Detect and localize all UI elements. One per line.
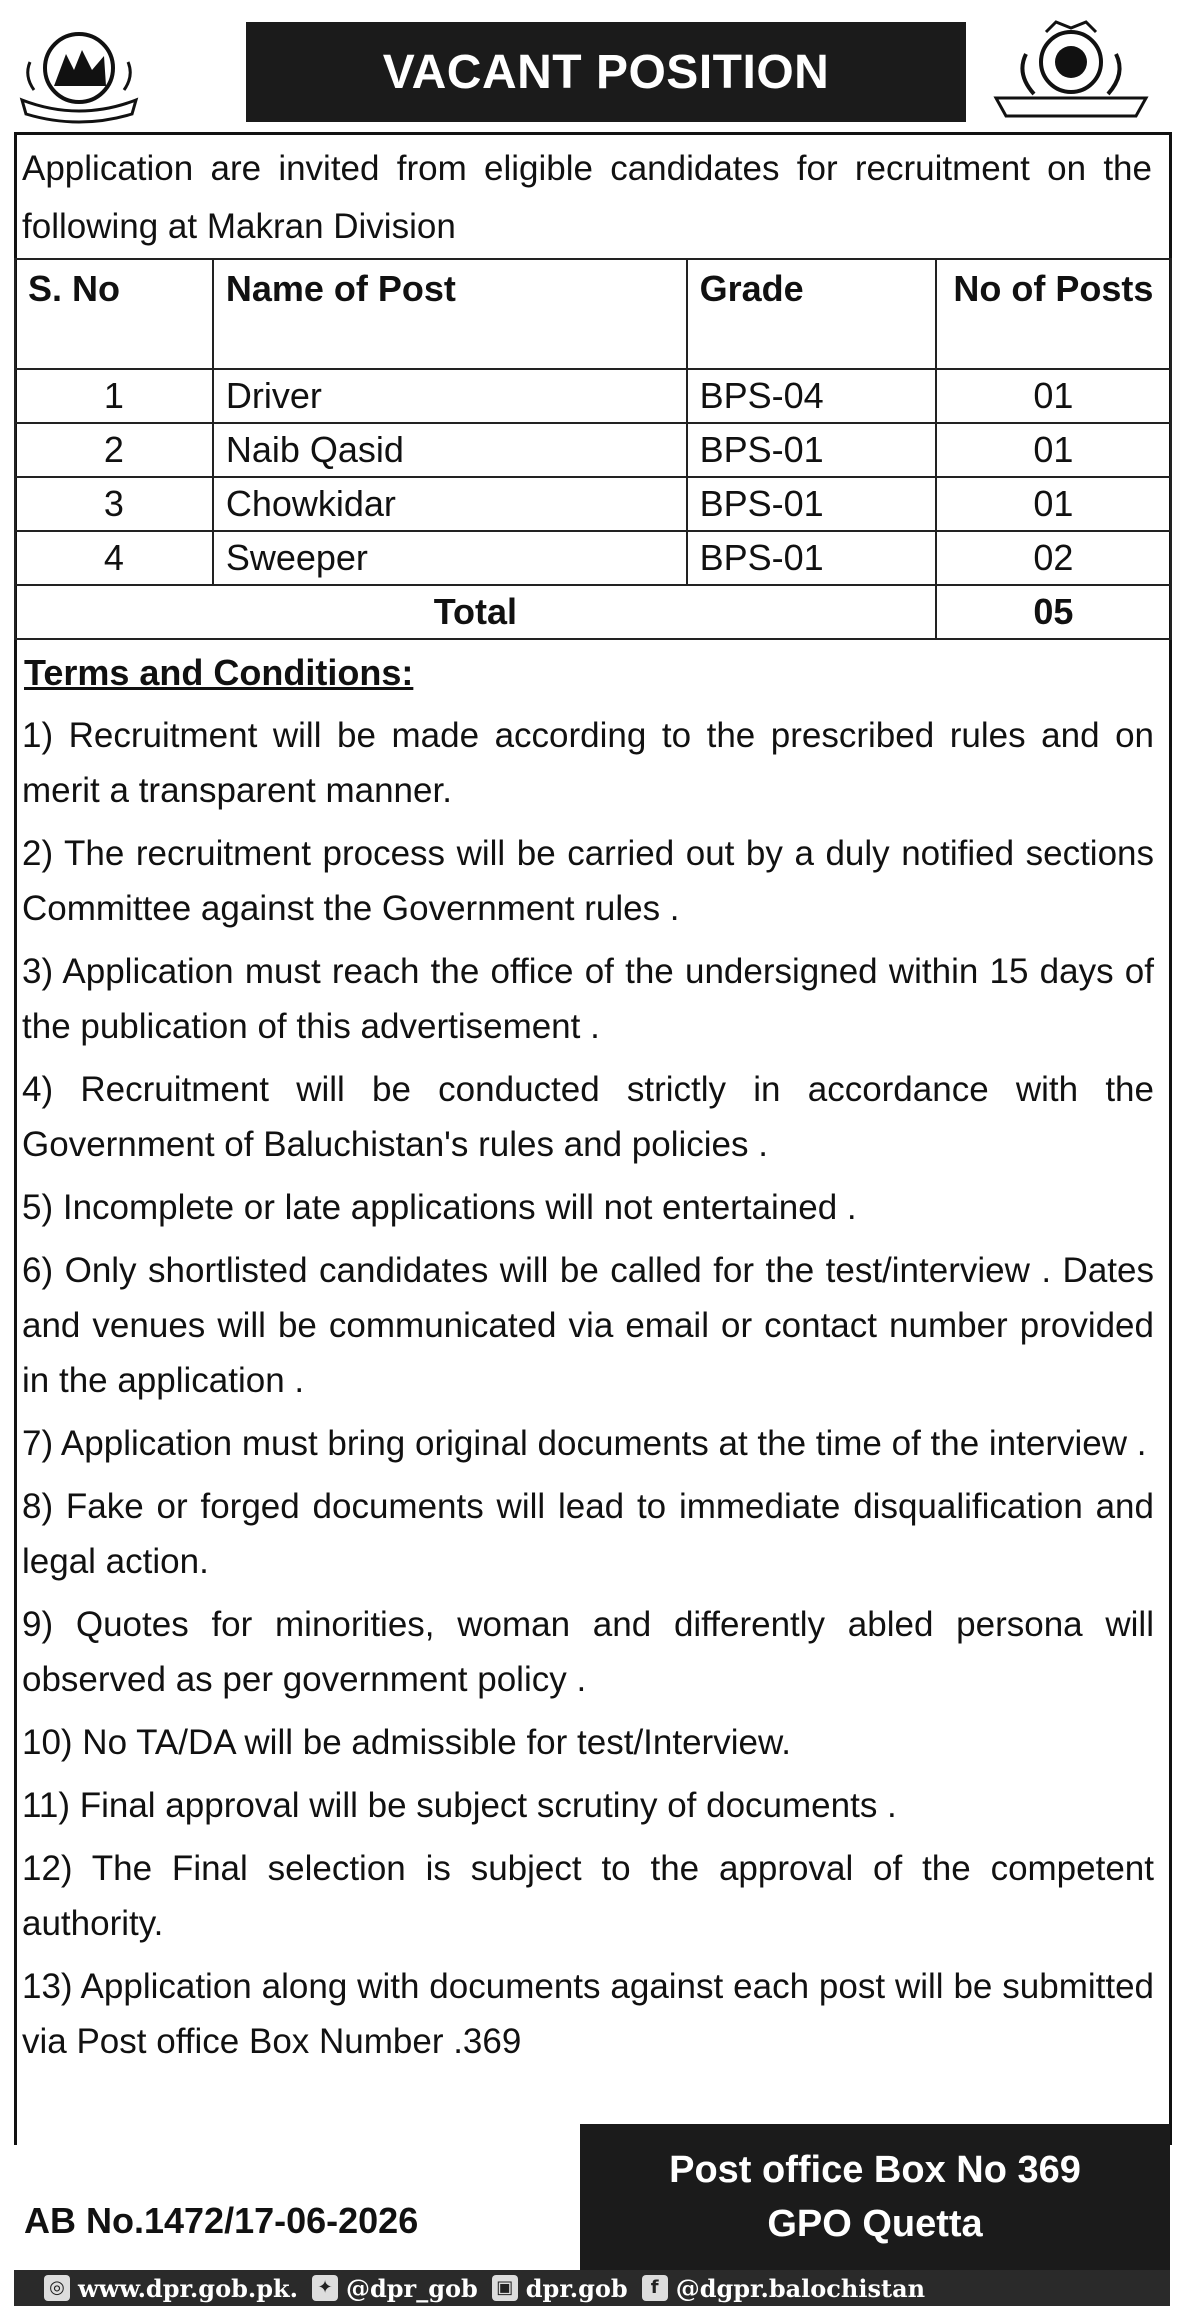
table-row	[15, 369, 1171, 423]
cell-sno: 4	[15, 531, 213, 585]
header-grade: Grade	[687, 259, 936, 369]
cell-name: Driver	[213, 369, 687, 423]
social-footer	[14, 2270, 1170, 2306]
cell-posts: 01	[936, 477, 1171, 531]
globe-icon: ◎	[44, 2275, 70, 2301]
cell-sno: 1	[15, 369, 213, 423]
po-box-panel	[580, 2124, 1170, 2270]
cell-grade: BPS-01	[687, 423, 936, 477]
table-row	[15, 531, 1171, 585]
cell-sno: 3	[15, 477, 213, 531]
cell-grade: BPS-01	[687, 531, 936, 585]
facebook-icon: f	[642, 2275, 668, 2301]
cell-posts: 02	[936, 531, 1171, 585]
total-value: 05	[936, 585, 1171, 639]
advertisement-page	[14, 0, 1170, 2306]
cell-name: Sweeper	[213, 531, 687, 585]
terms-list	[22, 708, 1154, 2077]
term-item: 1) Recruitment will be made according to the prescribed rules and on merit a transparent manner.	[22, 716, 1154, 810]
header-sno: S. No	[15, 259, 213, 369]
cell-sno: 2	[15, 423, 213, 477]
term-item: 10) No TA/DA will be admissible for test/Interview.	[22, 1723, 792, 1762]
social-website[interactable]	[44, 2274, 298, 2303]
social-twitter[interactable]	[312, 2274, 478, 2303]
cell-posts: 01	[936, 369, 1171, 423]
term-item: 9) Quotes for minorities, woman and differently abled persona will observed as per government policy .	[22, 1605, 1154, 1699]
term-item: 7) Application must bring original documents at the time of the interview .	[22, 1424, 1147, 1463]
cell-posts: 01	[936, 423, 1171, 477]
term-item: 3) Application must reach the office of the undersigned within 15 days of the publication of this advertisement .	[22, 952, 1154, 1046]
term-item: 12) The Final selection is subject to the approval of the competent authority.	[22, 1849, 1154, 1943]
dpr-emblem-icon	[986, 14, 1156, 134]
twitter-handle[interactable]: @dpr_gob	[345, 2273, 478, 2303]
header-posts: No of Posts	[936, 259, 1171, 369]
social-instagram[interactable]	[492, 2274, 628, 2303]
cell-name: Naib Qasid	[213, 423, 687, 477]
table-header-row	[15, 259, 1171, 369]
govt-crest-icon	[14, 26, 144, 126]
social-facebook[interactable]	[642, 2274, 925, 2303]
cell-grade: BPS-04	[687, 369, 936, 423]
term-item: 4) Recruitment will be conducted strictly in accordance with the Government of Baluchistan's rules and policies .	[22, 1070, 1154, 1164]
table-row	[15, 423, 1171, 477]
header-name: Name of Post	[213, 259, 687, 369]
facebook-handle[interactable]: @dgpr.balochistan	[675, 2273, 926, 2303]
gpo-line: GPO Quetta	[767, 2203, 983, 2245]
term-item: 2) The recruitment process will be carried out by a duly notified sections Committee against the Government rules .	[22, 834, 1154, 928]
po-box-line: Post office Box No 369	[669, 2149, 1081, 2191]
website-link[interactable]: www.dpr.gob.pk.	[78, 2273, 298, 2303]
instagram-icon: ▣	[492, 2275, 518, 2301]
terms-heading: Terms and Conditions:	[24, 652, 414, 693]
total-label: Total	[15, 585, 936, 639]
term-item: 8) Fake or forged documents will lead to immediate disqualification and legal action.	[22, 1487, 1154, 1581]
twitter-icon: ✦	[312, 2275, 338, 2301]
ab-number: AB No.1472/17-06-2026	[24, 2200, 419, 2241]
term-item: 6) Only shortlisted candidates will be called for the test/interview . Dates and venues will be communicated via email or contact number provided in the application .	[22, 1251, 1154, 1400]
term-item: 5) Incomplete or late applications will not entertained .	[22, 1188, 857, 1227]
table-total-row	[15, 585, 1171, 639]
table-row	[15, 477, 1171, 531]
term-item: 11) Final approval will be subject scrutiny of documents .	[22, 1786, 897, 1825]
instagram-handle[interactable]: dpr.gob	[525, 2273, 628, 2303]
page-title: VACANT POSITION	[246, 22, 966, 122]
posts-table	[14, 258, 1172, 640]
term-item: 13) Application along with documents against each post will be submitted via Post office Box Number .369	[22, 1967, 1154, 2061]
cell-grade: BPS-01	[687, 477, 936, 531]
cell-name: Chowkidar	[213, 477, 687, 531]
intro-text: Application are invited from eligible candidates for recruitment on the following at Makran Division	[22, 149, 1152, 246]
